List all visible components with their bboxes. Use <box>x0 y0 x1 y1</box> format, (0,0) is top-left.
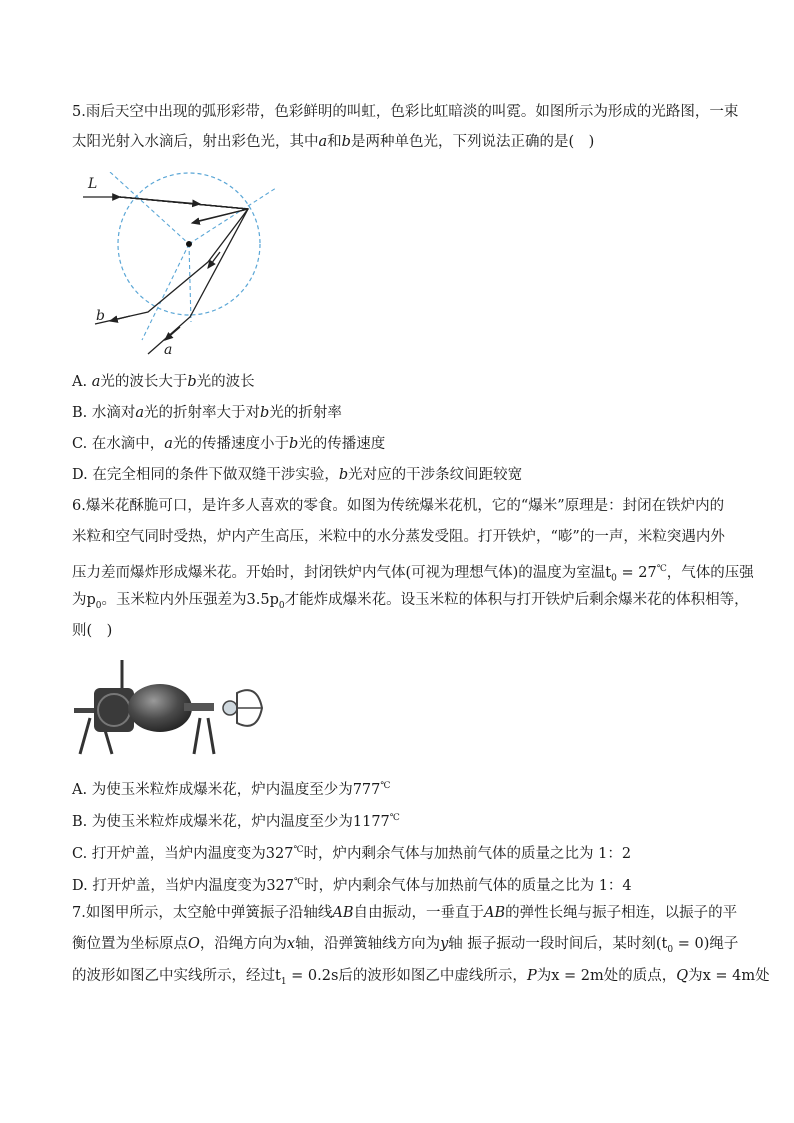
label-L: L <box>88 176 98 192</box>
ray-a-path <box>120 197 248 354</box>
q5-option-b[interactable]: B. 水滴对a光的折射率大于对b光的折射率 <box>72 405 342 421</box>
q5-option-c[interactable]: C. 在水滴中，a光的传播速度小于b光的传播速度 <box>72 436 386 452</box>
q5-option-a[interactable]: A. a光的波长大于b光的波长 <box>72 374 255 390</box>
q5-text: 太阳光射入水滴后，射出彩色光，其中 <box>72 134 319 150</box>
var-a: a <box>318 134 328 150</box>
label-b: b <box>96 308 105 324</box>
q7-stem-line-3: 的波形如图乙中实线所示，经过$t_1 = 0.2s$后的波形如图乙中虚线所示，P为x = 2m处的质点，Q为x = 4m处 <box>72 968 770 987</box>
q5-stem-line-2 <box>72 132 594 152</box>
label-a: a <box>164 342 173 358</box>
droplet-center-dot <box>186 241 192 247</box>
q6-option-b[interactable]: B. 为使玉米粒炸成爆米花，炉内温度至少为1177℃ <box>72 813 400 830</box>
q5-text: 和 <box>327 134 342 150</box>
normal-line <box>189 244 191 322</box>
q6-stem-line-1: 6.爆米花酥脆可口，是许多人喜欢的零食。如图为传统爆米花机，它的“爆米”原理是：封闭在铁炉内的 <box>72 498 725 514</box>
normal-line <box>189 188 276 244</box>
q6-stem-line-3: 压力差而爆炸形成爆米花。开始时，封闭铁炉内气体(可视为理想气体)的温度为室温$t_0 = 27^℃$，气体的压强 <box>72 564 754 584</box>
q5-option-d[interactable]: D. 在完全相同的条件下做双缝干涉实验，b光对应的干涉条纹间距较宽 <box>72 467 523 483</box>
q6-option-a[interactable]: A. 为使玉米粒炸成爆米花，炉内温度至少为777℃ <box>72 781 391 798</box>
popcorn-machine-image <box>72 658 272 758</box>
q6-stem-line-2: 米粒和空气同时受热，炉内产生高压，米粒中的水分蒸发受阻。打开铁炉，“嘭”的一声，米粒突遇内外 <box>72 529 725 545</box>
q6-stem-line-5: 则( ) <box>72 623 113 639</box>
normal-line <box>110 172 189 244</box>
var-b: b <box>341 134 351 150</box>
q5-text: 是两种单色光，下列说法正确的是( ) <box>350 134 595 150</box>
q6-stem-line-4: 为$p_0$。玉米粒内外压强差为$3.5p_0$才能炸成爆米花。设玉米粒的体积与打开铁炉后剩余爆米花的体积相等， <box>72 592 749 611</box>
q5-stem-line-1: 5.雨后天空中出现的弧形彩带，色彩鲜明的叫虹，色彩比虹暗淡的叫霓。如图所示为形成的光路图，一束 <box>72 104 739 120</box>
q6-option-c[interactable]: C. 打开炉盖，当炉内温度变为327℃时，炉内剩余气体与加热前气体的质量之比为 1：2 <box>72 845 632 862</box>
q7-stem-line-1: 7.如图甲所示，太空舱中弹簧振子沿轴线AB自由振动，一垂直于AB的弹性长绳与振子相连，以振子的平 <box>72 905 738 921</box>
q6-option-d[interactable]: D. 打开炉盖，当炉内温度变为327℃时，炉内剩余气体与加热前气体的质量之比为 1：4 <box>72 877 632 894</box>
q7-stem-line-2: 衡位置为坐标原点O，沿绳方向为x轴，沿弹簧轴线方向为y轴 振子振动一段时间后，某时刻$(t_0 = 0)$绳子 <box>72 936 739 955</box>
normal-line <box>142 244 189 340</box>
rainbow-light-path-diagram <box>80 172 280 362</box>
